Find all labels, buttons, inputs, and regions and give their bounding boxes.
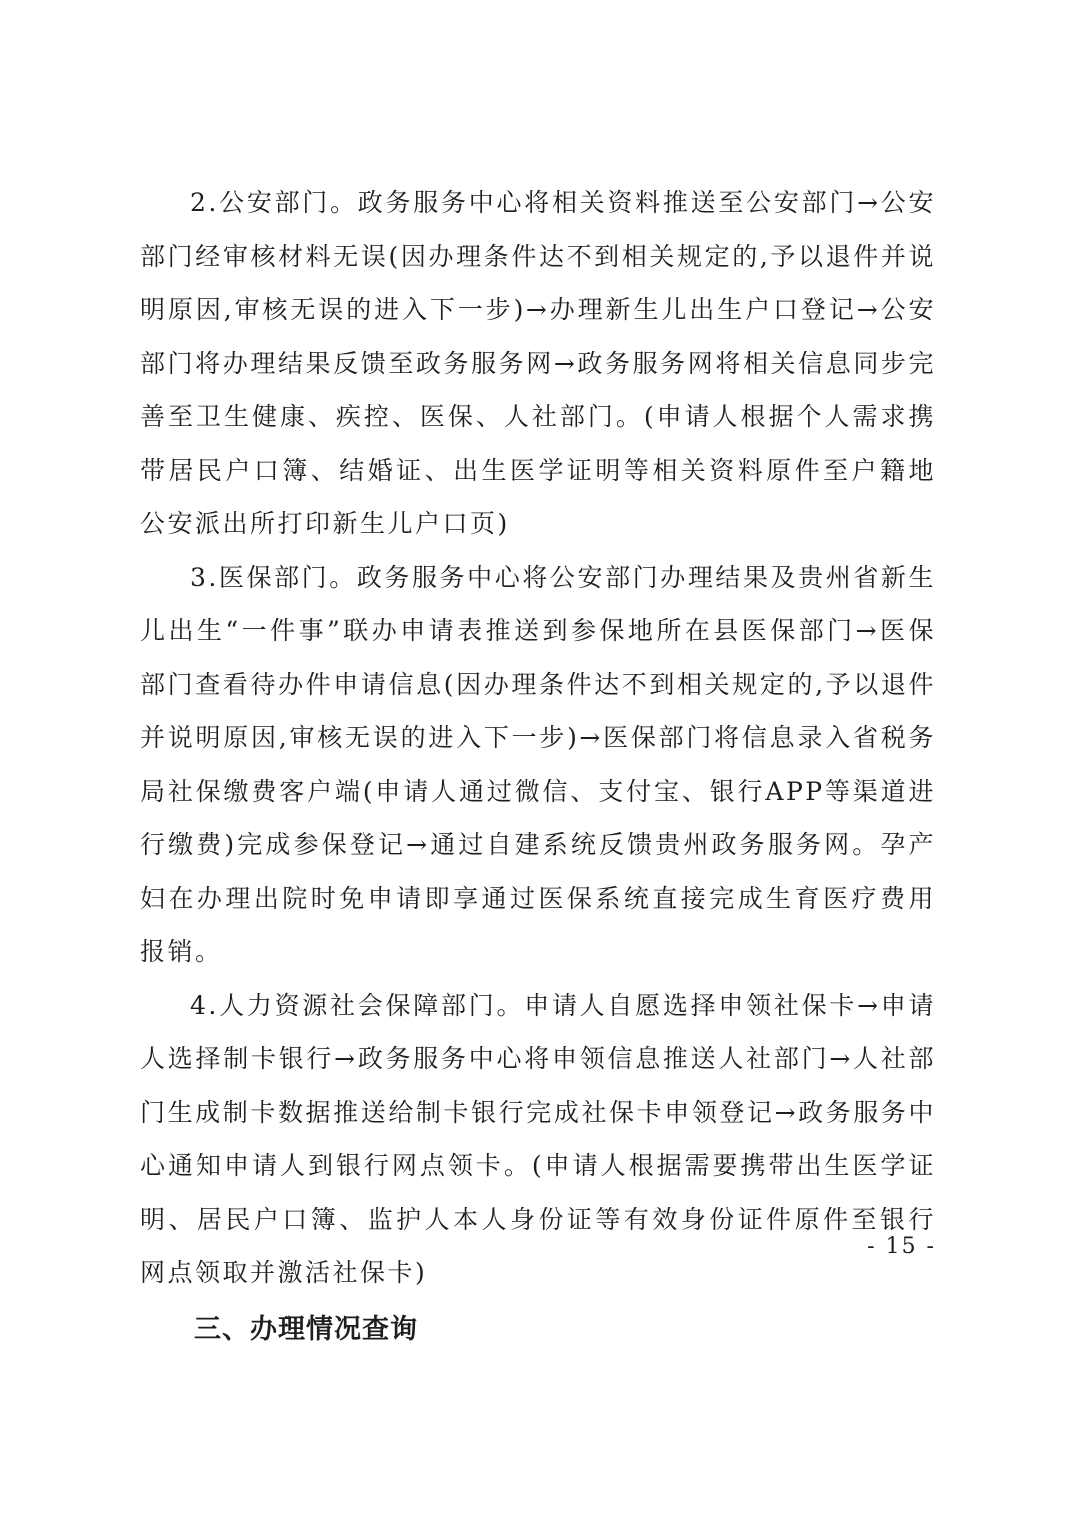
paragraph-medical-insurance: 3.医保部门。政务服务中心将公安部门办理结果及贵州省新生儿出生“一件事”联办申请表推送到参保地所在县医保部门→医保部门查看待办件申请信息(因办理条件达不到相关规定的,予以退件并说明原因,审核无误的进入下一步)→医保部门将信息录入省税务局社保缴费客户端(申请人通过微信、支付宝、银行APP等渠道进行缴费)完成参保登记→通过自建系统反馈贵州政务服务网。孕产妇在办理出院时免申请即享通过医保系统直接完成生育医疗费用报销。 bbox=[140, 562, 936, 966]
document-body bbox=[140, 176, 936, 1360]
paragraph-public-security: 2.公安部门。政务服务中心将相关资料推送至公安部门→公安部门经审核材料无误(因办理条件达不到相关规定的,予以退件并说明原因,审核无误的进入下一步)→办理新生儿出生户口登记→公安部门将办理结果反馈至政务服务网→政务服务网将相关信息同步完善至卫生健康、疾控、医保、人社部门。(申请人根据个人需求携带居民户口簿、结婚证、出生医学证明等相关资料原件至户籍地公安派出所打印新生儿户口页) bbox=[140, 188, 936, 538]
paragraph-social-security: 4.人力资源社会保障部门。申请人自愿选择申领社保卡→申请人选择制卡银行→政务服务中心将申领信息推送人社部门→人社部门生成制卡数据推送给制卡银行完成社保卡申领登记→政务服务中心通知申请人到银行网点领卡。(申请人根据需要携带出生医学证明、居民户口簿、监护人本人身份证等有效身份证件原件至银行网点领取并激活社保卡) bbox=[140, 990, 936, 1287]
section-heading: 三、办理情况查询 bbox=[194, 1313, 418, 1345]
page-number: - 15 - bbox=[867, 1234, 936, 1259]
